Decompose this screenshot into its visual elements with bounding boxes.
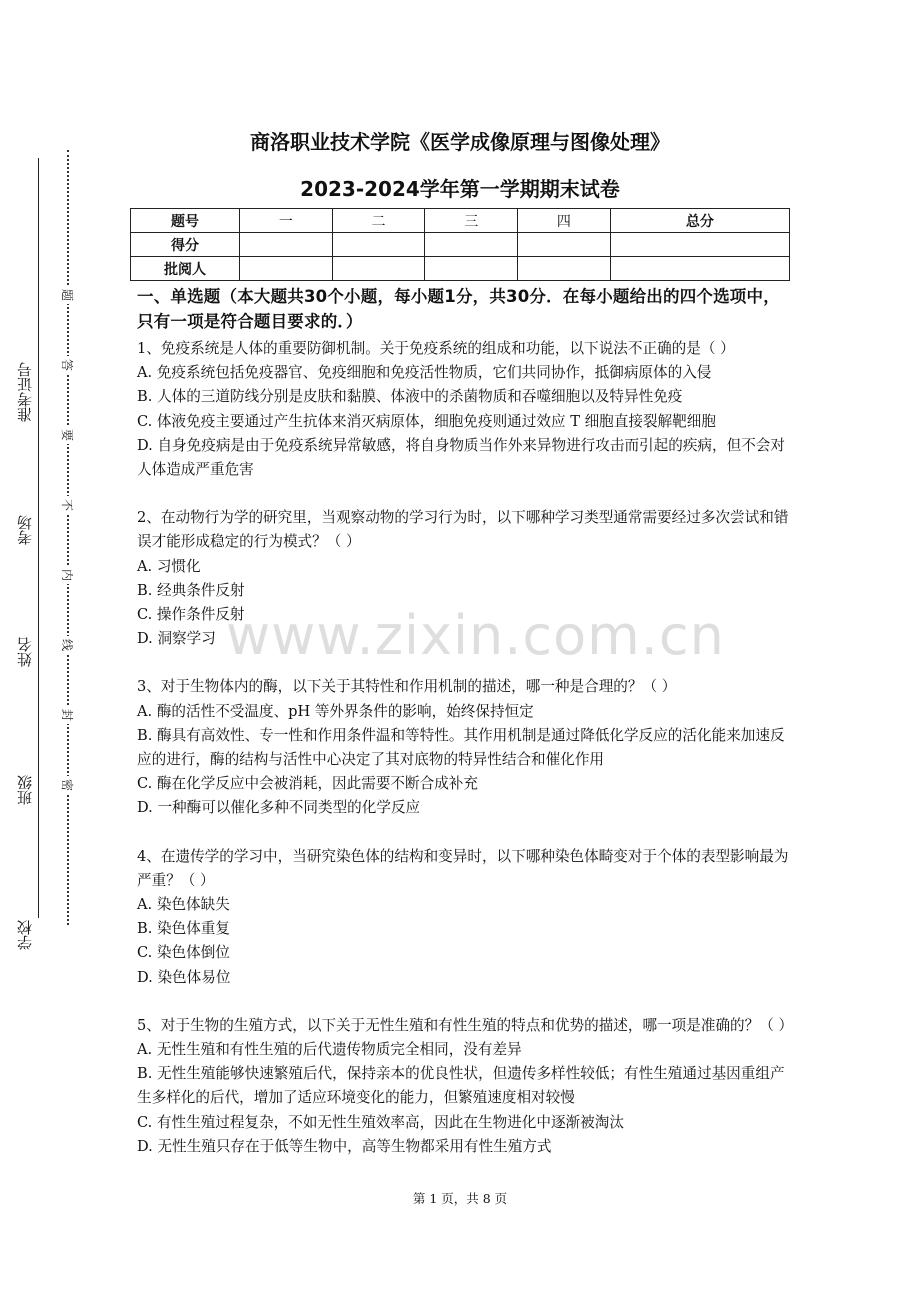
option-d: D. 一种酶可以催化多种不同类型的化学反应 [137,799,421,817]
option-d: D. 无性生殖只存在于低等生物中，高等生物都采用有性生殖方式 [137,1137,552,1155]
score-table [130,208,790,281]
option-a: A. 免疫系统包括免疫器官、免疫细胞和免疫活性物质，它们共同协作，抵御病原体的入侵 [137,364,712,382]
seal-char: 不 [60,496,74,514]
score-table-header-row [131,209,790,233]
grader-cell[interactable] [518,257,611,281]
option-c: C. 体液免疫主要通过产生抗体来消灭病原体，细胞免疫则通过效应 T 细胞直接裂解靶细胞 [137,412,716,430]
col-header: 总分 [610,209,789,233]
col-header: 题号 [131,209,240,233]
grader-cell[interactable] [610,257,789,281]
option-d: D. 染色体易位 [137,968,231,986]
question-stem: 5、对于生物的生殖方式，以下关于无性生殖和有性生殖的特点和优势的描述，哪一项是准确的？（ ） [137,1016,794,1034]
option-d: D. 洞察学习 [137,630,216,648]
exam-number-label: 准考证号 [16,362,34,422]
col-header: 二 [332,209,425,233]
exam-room-label: 考场 [16,515,34,545]
grader-cell[interactable] [332,257,425,281]
name-field[interactable] [14,612,35,667]
option-b: B. 酶具有高效性、专一性和作用条件温和等特性。其作用机制是通过降低化学反应的活化能来加速反应的进行，酶的结构与活性中心决定了其对底物的特异性结合和催化作用 [137,726,785,769]
question-stem: 1、免疫系统是人体的重要防御机制。关于免疫系统的组成和功能，以下说法不正确的是（ ） [137,340,735,357]
option-c: C. 有性生殖过程复杂，不如无性生殖效率高，因此在生物进化中逐渐被淘汰 [137,1113,624,1131]
exam-number-field[interactable] [14,290,35,422]
score-cell[interactable] [332,233,425,257]
question-3 [137,675,792,820]
option-b: B. 人体的三道防线分别是皮肤和黏膜、体液中的杀菌物质和吞噬细胞以及特异性免疫 [137,388,683,406]
question-stem: 2、在动物行为学的研究里，当观察动物的学习行为时，以下哪种学习类型通常需要经过多次尝试和错误才能形成稳定的行为模式？（ ） [137,509,789,551]
grader-cell[interactable] [240,257,333,281]
seal-char: 线 [60,636,74,654]
question-5 [137,1014,792,1159]
seal-char: 密 [60,776,74,794]
grader-cell[interactable] [425,257,518,281]
score-cell[interactable] [240,233,333,257]
question-stem: 3、对于生物体内的酶，以下关于其特性和作用机制的描述，哪一种是合理的？（ ） [137,678,677,696]
option-b: B. 无性生殖能够快速繁殖后代，保持亲本的优良性状，但遗传多样性较低；有性生殖通过基因重组产生多样化的后代，增加了适应环境变化的能力，但繁殖速度相对较慢 [137,1065,785,1107]
score-cell[interactable] [425,233,518,257]
score-row [131,233,790,257]
col-header: 一 [240,209,333,233]
seal-char: 内 [60,566,74,584]
binding-dotted-line [67,150,69,925]
class-field[interactable] [14,750,35,805]
exam-room-field[interactable] [14,475,35,545]
row-header: 得分 [131,233,240,257]
question-4 [137,845,792,990]
section-heading: 一、单选题（本大题共30个小题，每小题1分，共30分．在每小题给出的四个选项中，只有一项是符合题目要求的．） [137,287,780,331]
exam-title-line1: 商洛职业技术学院《医学成像原理与图像处理》 [250,130,670,154]
option-c: C. 操作条件反射 [137,606,245,624]
binding-solid-line [38,158,39,918]
school-field[interactable] [14,895,35,950]
option-a: A. 习惯化 [137,557,201,575]
option-a: A. 酶的活性不受温度、pH 等外界条件的影响，始终保持恒定 [137,702,534,720]
exam-content [137,284,792,1159]
option-b: B. 染色体重复 [137,920,230,938]
name-label: 姓名 [16,637,34,667]
question-1 [137,337,792,482]
exam-title-line2: 2023-2024学年第一学期期末试卷 [300,177,620,201]
option-b: B. 经典条件反射 [137,581,245,599]
option-a: A. 无性生殖和有性生殖的后代遗传物质完全相同，没有差异 [137,1041,522,1059]
grader-row [131,257,790,281]
option-c: C. 染色体倒位 [137,944,230,962]
page-footer: 第 1 页，共 8 页 [412,1191,508,1206]
watermark: www.zixin.com.cn [226,604,725,667]
option-c: C. 酶在化学反应中会被消耗，因此需要不断合成补充 [137,775,478,793]
score-cell[interactable] [518,233,611,257]
question-stem: 4、在遗传学的学习中，当研究染色体的结构和变异时，以下哪种染色体畸变对于个体的表型影响最为严重？（ ） [137,847,789,889]
score-cell[interactable] [610,233,789,257]
col-header: 三 [425,209,518,233]
school-label: 学校 [16,920,34,950]
class-label: 班级 [16,775,34,805]
seal-char: 要 [60,426,74,444]
option-d: D. 自身免疫病是由于免疫系统异常敏感，将自身物质当作外来异物进行攻击而引起的疾病，但不会对人体造成严重危害 [137,436,785,479]
seal-char: 题 [60,286,74,304]
col-header: 四 [518,209,611,233]
row-header: 批阅人 [131,257,240,281]
seal-char: 答 [60,356,74,374]
seal-char: 封 [60,706,74,724]
option-a: A. 染色体缺失 [137,896,230,914]
